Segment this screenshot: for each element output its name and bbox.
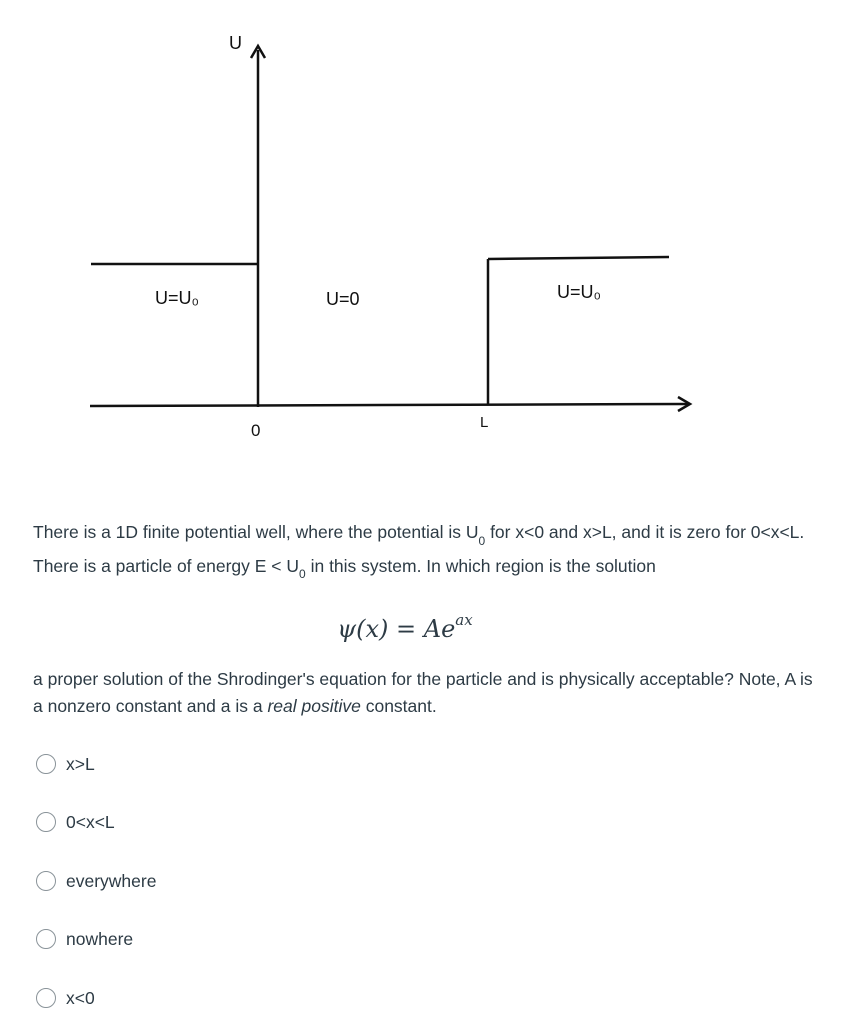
radio-button[interactable] bbox=[36, 929, 56, 949]
u-axis-label: U bbox=[229, 33, 242, 53]
answer-label: nowhere bbox=[66, 928, 134, 949]
formula-exponent: ax bbox=[455, 611, 473, 629]
question-text-part: for x<0 and x>L, and it is zero for 0<x<L. There is a particle of energy E < U bbox=[33, 522, 805, 576]
answer-option[interactable] bbox=[36, 866, 156, 896]
wavefunction-formula bbox=[0, 611, 810, 643]
answer-option[interactable] bbox=[36, 924, 133, 954]
radio-button[interactable] bbox=[36, 754, 56, 774]
answer-label: everywhere bbox=[66, 870, 157, 891]
answer-label: x>L bbox=[66, 753, 95, 774]
x-axis-line bbox=[90, 404, 688, 406]
radio-button[interactable] bbox=[36, 988, 56, 1008]
right-barrier-line bbox=[488, 257, 669, 259]
question-paragraph-1 bbox=[33, 519, 823, 586]
question-text-part: constant. bbox=[360, 696, 437, 716]
question-text-part: There is a 1D finite potential well, where the potential is U bbox=[33, 522, 479, 542]
answer-label: 0<x<L bbox=[66, 811, 115, 832]
origin-label: 0 bbox=[251, 421, 261, 440]
question-paragraph-2 bbox=[33, 666, 823, 720]
subscript-zero: 0 bbox=[478, 533, 486, 548]
l-label: L bbox=[480, 414, 489, 431]
answer-option[interactable] bbox=[36, 807, 115, 837]
subscript-zero: 0 bbox=[299, 567, 306, 581]
radio-button[interactable] bbox=[36, 871, 56, 891]
region-middle-label: U=0 bbox=[326, 289, 360, 309]
emphasis-text: real positive bbox=[267, 696, 361, 716]
formula-main: ψ(x) = Ae bbox=[337, 615, 456, 643]
potential-well-diagram bbox=[0, 0, 860, 480]
region-left-label: U=U₀ bbox=[155, 288, 199, 308]
region-right-label: U=U₀ bbox=[557, 282, 601, 302]
answer-option[interactable] bbox=[36, 983, 95, 1013]
answer-label: x<0 bbox=[66, 987, 95, 1008]
answer-option[interactable] bbox=[36, 749, 95, 779]
question-text-part: in this system. In which region is the solution bbox=[305, 555, 656, 576]
radio-button[interactable] bbox=[36, 812, 56, 832]
question-text-part: a proper solution of the Shrodinger's equation for the particle and is physically acceptable? Note, A is a nonzero constant and a is a bbox=[33, 669, 813, 716]
